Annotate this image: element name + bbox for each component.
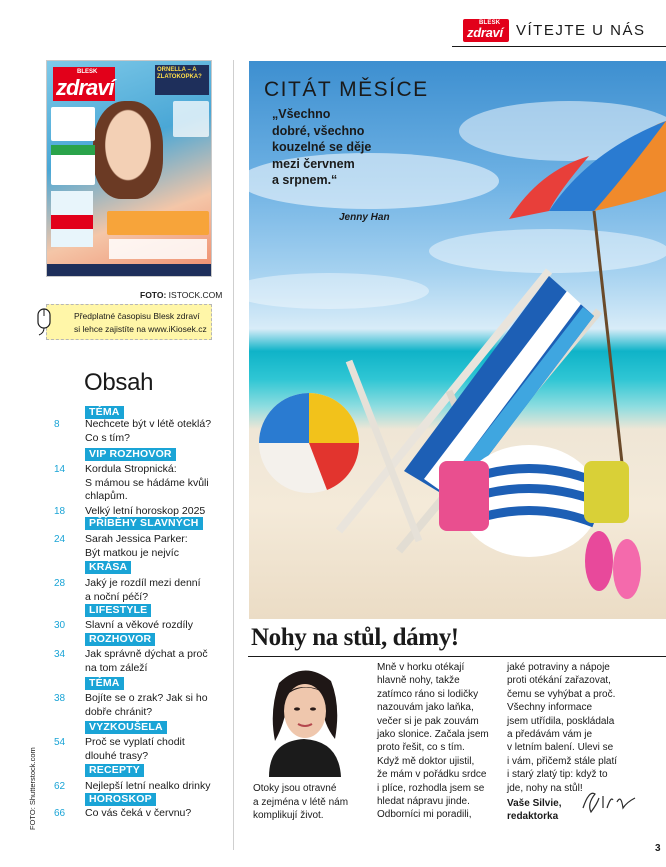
- toc-category-badge: PŘÍBĚHY SLAVNÝCH: [85, 517, 203, 530]
- headline-rule: [248, 656, 666, 657]
- toc-entry-line: Kordula Stropnická:: [85, 463, 177, 475]
- quote-of-month-label: CITÁT MĚSÍCE: [264, 78, 429, 101]
- toc-entry-line: S mámou se hádáme kvůli: [85, 476, 209, 489]
- cover-teaser-block: [51, 145, 95, 185]
- quote-line: kouzelné se děje: [272, 140, 372, 154]
- toc-category-badge: TÉMA: [85, 406, 124, 419]
- article-line: Mně v horku otékají: [377, 662, 465, 673]
- toc-entry-line: Jaký je rozdíl mezi denní: [85, 577, 201, 589]
- author-signoff-role: redaktorka: [507, 811, 559, 823]
- toc-category-badge: VIP ROZHOVOR: [85, 448, 176, 461]
- toc-entry-title[interactable]: [85, 648, 245, 675]
- column-divider: [233, 60, 234, 850]
- cover-logo-top: BLESK: [77, 69, 98, 75]
- toc-page-number[interactable]: 18: [54, 506, 66, 517]
- toc-entry-line: Bojíte se o zrak? Jak si ho: [85, 692, 208, 704]
- quote-line: „Všechno: [272, 107, 331, 121]
- article-line: jaké potraviny a nápoje: [507, 662, 610, 673]
- author-signoff-name: Vaše Silvie,: [507, 798, 562, 810]
- cover-logo-main: zdraví: [56, 75, 114, 100]
- toc-category-badge: RECEPTY: [85, 764, 144, 777]
- brand-logo-main: zdraví: [467, 25, 503, 40]
- article-line: Všechny informace: [507, 702, 593, 714]
- photo-credit: [140, 290, 222, 300]
- article-line: jsem utřídila, poskládala: [507, 715, 615, 727]
- toc-entry-line: Nejlepší letní nealko drinky: [85, 780, 211, 792]
- toc-page-number[interactable]: 54: [54, 737, 66, 748]
- brand-logo-top: BLESK: [479, 20, 501, 26]
- toc-entry-title[interactable]: [85, 577, 245, 604]
- quote-line: dobré, všechno: [272, 123, 365, 138]
- toc-page-number[interactable]: 24: [54, 534, 66, 545]
- toc-entry-line: Slavní a věkové rozdíly: [85, 619, 193, 631]
- toc-entry-title[interactable]: [85, 463, 245, 504]
- handwritten-signature: [577, 786, 639, 816]
- toc-entry-line: Velký letní horoskop 2025: [85, 505, 206, 517]
- article-line: nazouvám jako laňka,: [377, 702, 474, 714]
- toc-category-badge: HOROSKOP: [85, 793, 156, 806]
- header-rule: [452, 46, 666, 47]
- toc-entry-line: Jak správně dýchat a proč: [85, 648, 208, 660]
- toc-entry-line: na tom záleží: [85, 661, 148, 674]
- article-line: čemu se vyhýbat a proč.: [507, 688, 616, 700]
- article-line: večer si je pak zouvám: [377, 715, 479, 727]
- quote-author: Jenny Han: [339, 212, 390, 223]
- page-number: 3: [655, 843, 661, 854]
- article-line: proti otékání zařazovat,: [507, 675, 611, 687]
- toc-page-number[interactable]: 34: [54, 649, 66, 660]
- toc-entry-title[interactable]: [85, 619, 245, 633]
- article-line: Odborníci mi poradili,: [377, 809, 472, 821]
- toc-page-number[interactable]: 14: [54, 464, 66, 475]
- article-line: i plíce, rozhodla jsem se: [377, 782, 485, 794]
- photo-credit-label: FOTO:: [140, 290, 167, 300]
- photo-credit-value: ISTOCK.COM: [168, 290, 223, 300]
- magazine-cover-image: [46, 60, 212, 277]
- cover-teaser-block: [51, 191, 93, 247]
- toc-entry-title[interactable]: [85, 533, 245, 560]
- article-line: v letním balení. Ulevi se: [507, 742, 614, 754]
- editor-portrait-illustration: [249, 661, 359, 777]
- welcome-heading: VÍTEJTE U NÁS: [516, 22, 646, 39]
- toc-page-number[interactable]: 66: [54, 808, 66, 819]
- toc-page-number[interactable]: 62: [54, 781, 66, 792]
- caption-line: komplikují život.: [253, 810, 324, 821]
- toc-category-badge: TÉMA: [85, 677, 124, 690]
- subscription-line1: Předplatné časopisu Blesk zdraví: [74, 311, 200, 321]
- article-line: a předávám vám je: [507, 729, 593, 741]
- article-line: hlavně nohy, takže: [377, 675, 460, 687]
- article-column-1: [377, 661, 497, 822]
- article-line: i vám, přičemž stále platí: [507, 755, 618, 767]
- subscription-box[interactable]: [46, 304, 212, 340]
- toc-page-number[interactable]: 8: [54, 419, 60, 430]
- quote-text: [272, 106, 422, 189]
- cover-headline-block: [109, 239, 207, 259]
- article-line: jako slonice. Začala jsem: [377, 729, 489, 741]
- toc-entry-title[interactable]: [85, 692, 245, 719]
- brand-logo: [463, 19, 509, 42]
- editorial-headline: Nohy na stůl, dámy!: [251, 624, 459, 651]
- subscription-line2[interactable]: si lehce zajistíte na www.iKiosek.cz: [74, 324, 207, 334]
- article-line: proto řešit, co s tím.: [377, 742, 465, 754]
- toc-page-number[interactable]: 30: [54, 620, 66, 631]
- cover-teaser-block: [173, 101, 209, 137]
- toc-category-badge: KRÁSA: [85, 561, 131, 574]
- toc-entry-line: Sarah Jessica Parker:: [85, 533, 188, 545]
- quote-line: mezi červnem: [272, 156, 355, 171]
- article-line: i starý zlatý tip: když to: [507, 769, 608, 781]
- toc-entry-line: Co vás čeká v červnu?: [85, 807, 192, 819]
- editor-portrait: [249, 661, 359, 777]
- caption-line: a zejména v létě nám: [253, 796, 349, 808]
- toc-page-number[interactable]: 38: [54, 693, 66, 704]
- toc-entry-line: a noční péčí?: [85, 590, 149, 603]
- toc-entry-line: Být matkou je nejvíc: [85, 546, 179, 559]
- article-line: zatímco ráno si lodičky: [377, 688, 479, 700]
- article-line: hledat nápravu jinde.: [377, 796, 470, 808]
- toc-entry-line: Proč se vyplatí chodit: [85, 736, 185, 748]
- toc-entry-line: chlapům.: [85, 490, 128, 502]
- cover-logo: [53, 67, 115, 101]
- toc-entry-title[interactable]: [85, 418, 245, 445]
- cover-theme-strip: [47, 264, 211, 276]
- cover-headline-block: [107, 211, 209, 235]
- toc-entry-title[interactable]: [85, 780, 245, 794]
- computer-mouse-icon: [33, 307, 55, 337]
- toc-category-badge: VYZKOUŠELA: [85, 721, 167, 734]
- cover-model-face: [93, 101, 163, 199]
- toc-entry-line: dobře chránit?: [85, 705, 153, 718]
- article-line: jde, nohy na stůl!: [507, 782, 583, 794]
- contents-title: Obsah: [84, 369, 154, 396]
- toc-entry-line: Co s tím?: [85, 431, 130, 444]
- toc-entry-title[interactable]: [85, 807, 245, 821]
- toc-entry-line: dlouhé trasy?: [85, 749, 149, 762]
- article-line: že mám v pořádku srdce: [377, 769, 487, 781]
- toc-page-number[interactable]: 28: [54, 578, 66, 589]
- shutterstock-credit: FOTO: Shutterstock.com: [28, 747, 37, 830]
- portrait-caption: [253, 782, 365, 823]
- cover-teaser-block: [51, 107, 95, 141]
- toc-entry-title[interactable]: [85, 736, 245, 763]
- cover-teaser-ornella: ORNELLA – A ZLATOKOPKA?: [155, 65, 209, 95]
- caption-line: Otoky jsou otravné: [253, 783, 337, 794]
- toc-category-badge: LIFESTYLE: [85, 604, 151, 617]
- toc-entry-line: Nechcete být v létě oteklá?: [85, 418, 212, 430]
- quote-line: a srpnem.“: [272, 173, 338, 187]
- toc-category-badge: ROZHOVOR: [85, 633, 155, 646]
- article-line: Když mě doktor ujistil,: [377, 755, 475, 767]
